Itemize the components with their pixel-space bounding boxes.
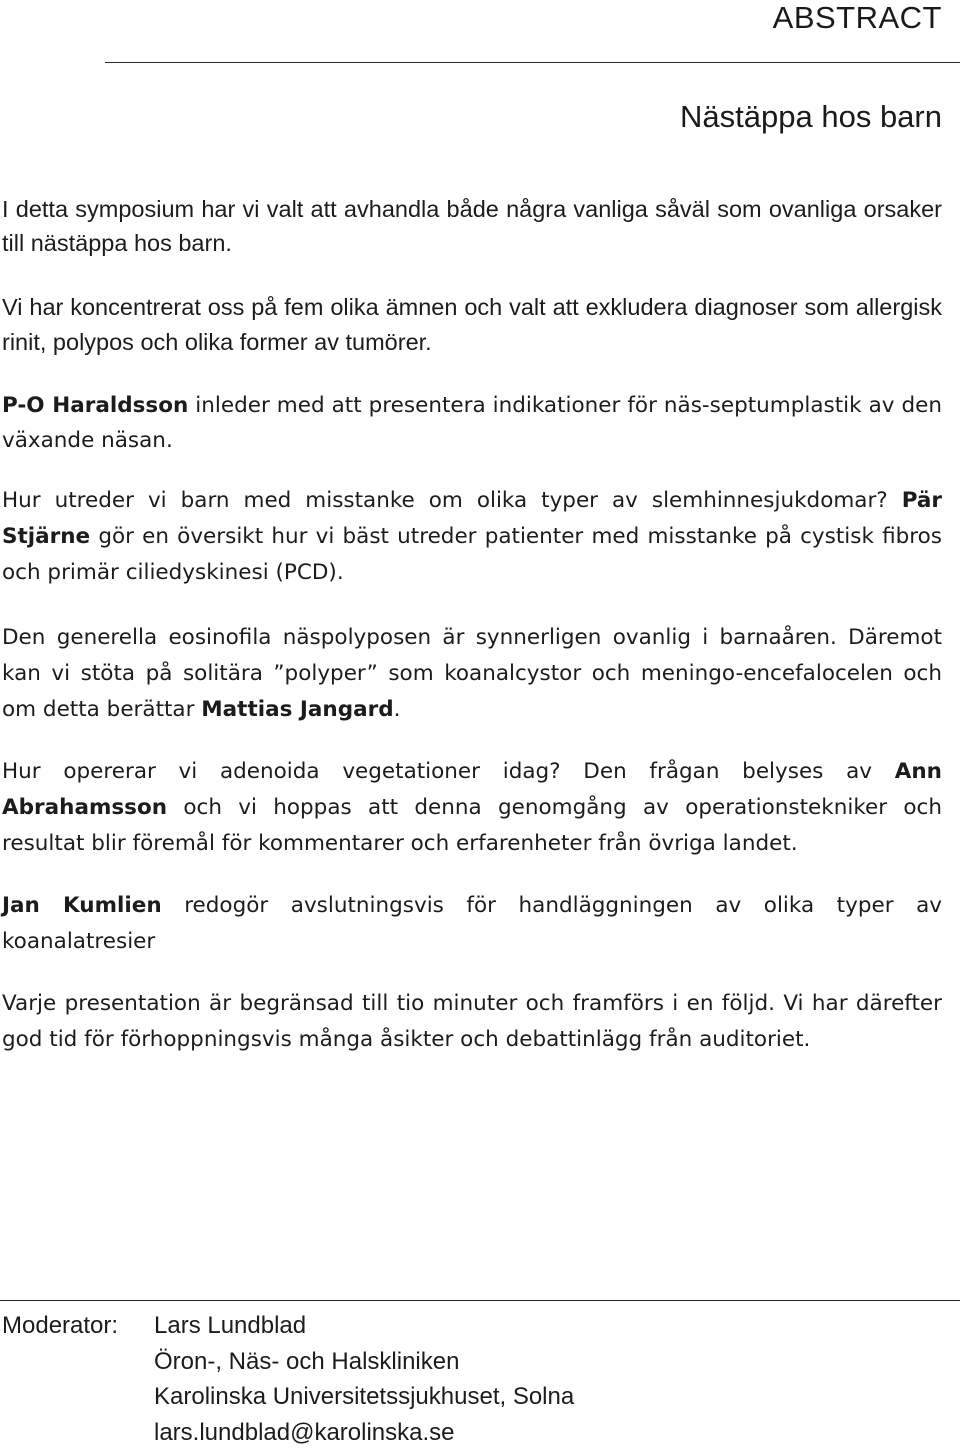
paragraph-end: och vi hoppas att denna genomgång av operationstekniker och resultat blir föremål för kommentarer och erfarenheter från övriga landet.: [2, 795, 942, 856]
paragraph-text: gör en översikt hur vi bäst utreder patienter med misstanke på cystisk fibros och primär ciliedyskinesi (PCD).: [2, 524, 942, 585]
paragraph-end: .: [394, 697, 401, 722]
header-divider: [105, 62, 960, 63]
paragraph-question: Hur utreder vi barn med misstanke om olika typer av slemhinnesjukdomar?: [2, 488, 888, 513]
document-title: Nästäppa hos barn: [680, 98, 942, 136]
speaker-name: P-O Haraldsson: [2, 393, 188, 418]
topics-paragraph: Vi har koncentrerat oss på fem olika ämnen och valt att exkludera diagnoser som allergisk rinit, polypos och olika former av tumörer.: [2, 290, 942, 360]
moderator-hospital: Karolinska Universitetssjukhuset, Solna: [154, 1379, 574, 1415]
par-stjarne-paragraph: [2, 483, 942, 591]
speaker-name: Pär Stjärne: [2, 488, 942, 549]
speaker-name: Jan Kumlien: [2, 893, 162, 918]
paragraph-text: inleder med att presentera indikationer för näs-septumplastik av den växande näsan.: [2, 393, 942, 453]
speaker-name: Ann Abrahamsson: [2, 759, 942, 820]
moderator-name: Lars Lundblad: [154, 1308, 574, 1344]
footer-divider: [0, 1300, 960, 1301]
paragraph-text: Den generella eosinofila näspolyposen är synnerligen ovanlig i barnaåren. Däremot kan vi stöta på solitära ”polyper” som koanalcystor och meningo-encefalocelen och om detta berättar: [2, 625, 942, 722]
mattias-jangard-paragraph: [2, 620, 942, 728]
po-haraldsson-paragraph: [2, 388, 942, 458]
section-label: ABSTRACT: [773, 0, 942, 36]
speaker-name: Mattias Jangard: [201, 697, 393, 722]
intro-paragraph: I detta symposium har vi valt att avhandla både några vanliga såväl som ovanliga orsaker till nästäppa hos barn.: [2, 192, 942, 260]
paragraph-text: Hur opererar vi adenoida vegetationer idag? Den frågan belyses av: [2, 759, 895, 784]
ann-abrahamsson-paragraph: [2, 754, 942, 862]
moderator-department: Öron-, Näs- och Halskliniken: [154, 1344, 574, 1380]
paragraph-text: redogör avslutningsvis för handläggningen av olika typer av koanalatresier: [2, 893, 942, 954]
moderator-email: lars.lundblad@karolinska.se: [154, 1415, 574, 1450]
moderator-label: Moderator:: [2, 1308, 118, 1344]
moderator-details: [154, 1308, 574, 1450]
closing-paragraph: Varje presentation är begränsad till tio minuter och framförs i en följd. Vi har därefter god tid för förhoppningsvis många åsikter och debattinlägg från auditoriet.: [2, 986, 942, 1058]
jan-kumlien-paragraph: [2, 888, 942, 960]
